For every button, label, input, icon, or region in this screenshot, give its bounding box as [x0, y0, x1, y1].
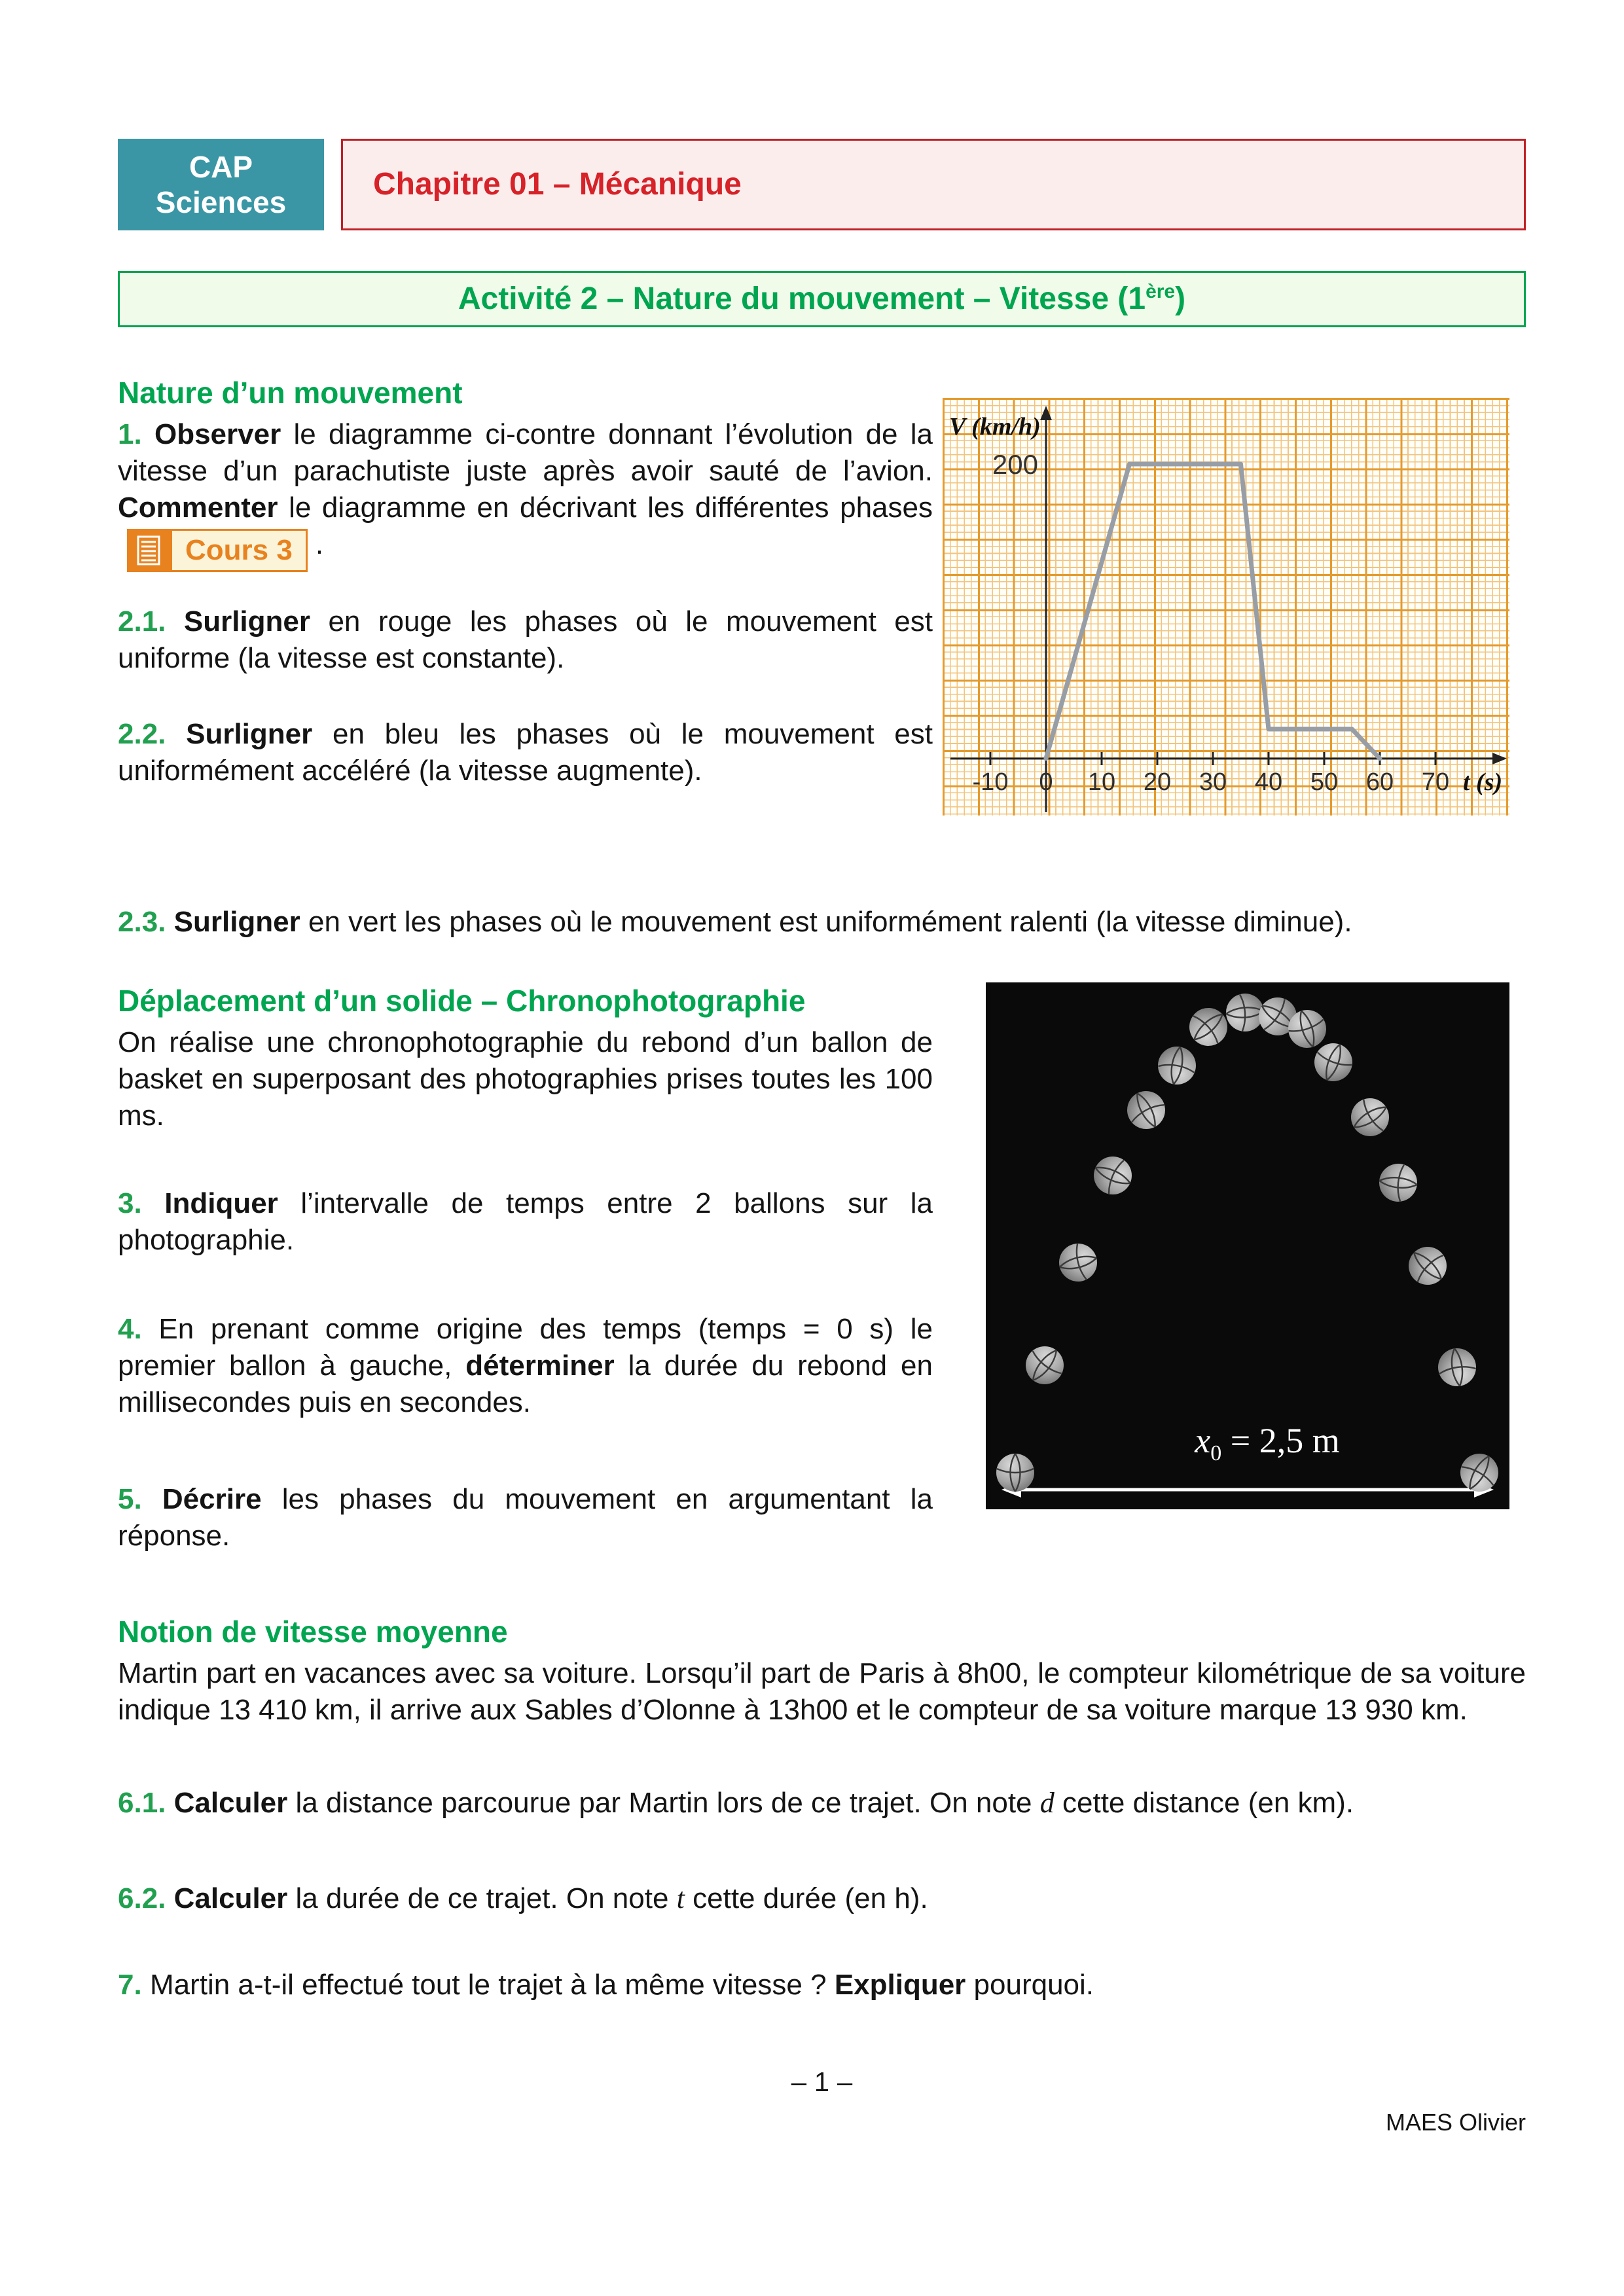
logo-line1: CAP: [189, 150, 253, 184]
distance-arrow: [986, 1477, 1509, 1503]
svg-text:40: 40: [1254, 768, 1283, 796]
question-5: 5. Décrire les phases du mouvement en argumentant la réponse.: [118, 1483, 933, 1552]
question-number: 2.1.: [118, 605, 166, 637]
question-number: 4.: [118, 1313, 142, 1345]
chapter-title: Chapitre 01 – Mécanique: [373, 167, 742, 202]
question-number: 7.: [118, 1969, 142, 2001]
question-number: 6.1.: [118, 1787, 166, 1819]
math-variable-t: t: [676, 1882, 685, 1914]
basketball: [1053, 1238, 1102, 1287]
cours-3-link[interactable]: [127, 529, 308, 572]
math-variable-d: d: [1039, 1787, 1055, 1819]
question-6-1: 6.1. Calculer la distance parcourue par Martin lors de ce trajet. On note d cette distance (en km).: [118, 1787, 1354, 1819]
svg-text:50: 50: [1310, 768, 1339, 796]
basketball: [1017, 1337, 1074, 1394]
svg-text:70: 70: [1421, 768, 1450, 796]
section-movement-text: [118, 374, 933, 789]
question-2-1: 2.1. Surligner en rouge les phases où le mouvement est uniforme (la vitesse est constante).: [118, 605, 933, 674]
velocity-time-graph: [943, 398, 1509, 816]
activity-superscript: ère: [1146, 281, 1176, 302]
question-2-2: 2.2. Surligner en bleu les phases où le mouvement est uniformément accéléré (la vitesse augmente).: [118, 718, 933, 787]
svg-text:20: 20: [1143, 768, 1172, 796]
question-number: 3.: [118, 1187, 142, 1219]
basketball: [1086, 1149, 1140, 1202]
distance-label: $x_0 = 2,5$ m: [1195, 1421, 1340, 1465]
section-movement: [118, 374, 1526, 816]
question-number: 2.2.: [118, 718, 166, 750]
svg-text:0: 0: [1039, 768, 1053, 796]
question-3: 3. Indiquer l’intervalle de temps entre 2 ballons sur la photographie.: [118, 1187, 933, 1256]
question-number: 1.: [118, 418, 142, 450]
activity-title: Activité 2 – Nature du mouvement – Vitesse (1ère): [458, 281, 1186, 316]
question-6-2: 6.2. Calculer la durée de ce trajet. On note t cette durée (en h).: [118, 1882, 928, 1914]
svg-text:200: 200: [992, 449, 1038, 480]
basketball: [1376, 1160, 1420, 1205]
svg-text:10: 10: [1087, 768, 1116, 796]
basketball: [1342, 1089, 1398, 1145]
svg-text:-10: -10: [972, 768, 1009, 796]
section-title-nature-mouvement: Nature d’un mouvement: [118, 376, 463, 410]
question-number: 6.2.: [118, 1882, 166, 1914]
author-name: MAES Olivier: [1385, 2109, 1526, 2136]
vitesse-intro: Martin part en vacances avec sa voiture. Lorsqu’il part de Paris à 8h00, le compteur kilométrique de sa voiture indique 13 410 km, il arrive aux Sables d’Olonne à 13h00 et le compteur de sa voiture marque 13 930 km.: [118, 1657, 1526, 1726]
svg-text:60: 60: [1365, 768, 1394, 796]
section-chrono-text: [118, 982, 933, 1554]
question-7: 7. Martin a-t-il effectué tout le trajet à la même vitesse ? Expliquer pourquoi.: [118, 1969, 1094, 2001]
graph-axes-and-curve: [943, 398, 1509, 816]
basketball: [1399, 1237, 1456, 1295]
activity-banner: [118, 271, 1526, 327]
question-number: 5.: [118, 1483, 142, 1515]
cap-sciences-logo: [118, 139, 324, 230]
page-header: [118, 139, 1526, 230]
basketball: [1434, 1344, 1480, 1390]
svg-text:t (s): t (s): [1463, 768, 1503, 796]
section-chronophotographie: [118, 982, 1526, 1554]
cours-3-label: Cours 3: [170, 529, 308, 572]
logo-line2: Sciences: [155, 185, 287, 219]
svg-text:30: 30: [1199, 768, 1227, 796]
svg-text:V (km/h): V (km/h): [949, 413, 1041, 440]
basketball: [995, 1452, 1036, 1493]
basketball: [1153, 1042, 1200, 1089]
question-4: 4. En prenant comme origine des temps (temps = 0 s) le premier ballon à gauche, déterminer la durée du rebond en millisecondes puis en secondes.: [118, 1313, 933, 1418]
section-title-vitesse-moyenne: Notion de vitesse moyenne: [118, 1615, 508, 1649]
document-icon: [127, 529, 170, 572]
question-2-3: 2.3. Surligner en vert les phases où le mouvement est uniformément ralenti (la vitesse diminue).: [118, 906, 1352, 938]
section-title-deplacement: Déplacement d’un solide – Chronophotographie: [118, 984, 806, 1018]
chrono-intro: On réalise une chronophotographie du rebond d’un ballon de basket en superposant des photographies prises toutes les 100 ms.: [118, 1026, 933, 1132]
chapter-banner: [341, 139, 1526, 230]
basketball-chronophotograph: [986, 982, 1509, 1509]
question-number: 2.3.: [118, 906, 166, 938]
page-number: – 1 –: [791, 2066, 853, 2097]
basketball: [1119, 1083, 1174, 1138]
question-1: 1. Observer le diagramme ci-contre donnant l’évolution de la vitesse d’un parachutiste juste après avoir sauté de l’avion. Commenter le diagramme en décrivant les différentes phases Cours 3 .: [118, 416, 933, 572]
